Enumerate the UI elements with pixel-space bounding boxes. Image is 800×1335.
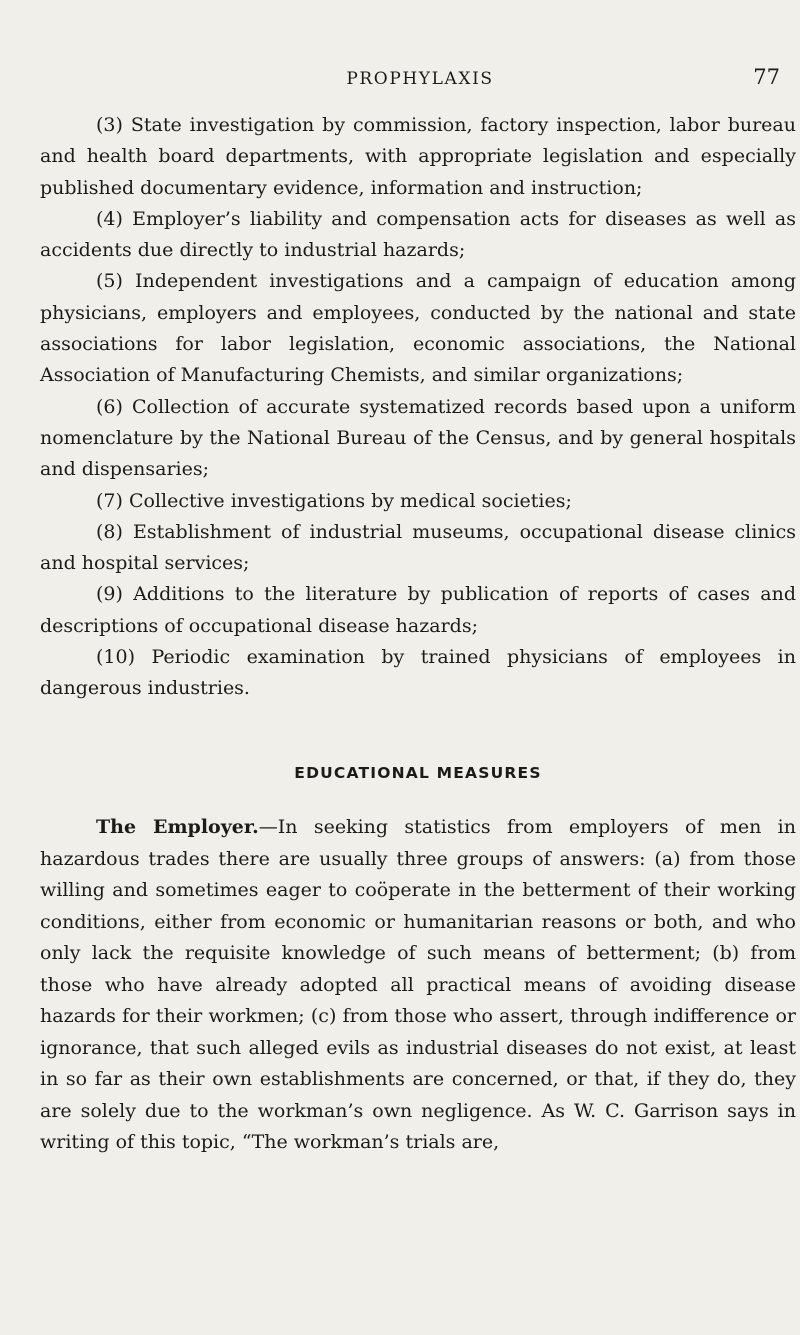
running-head — [40, 65, 800, 97]
list-item: (6) Collection of accurate systematized records based upon a uniform nomenclature by the National Bureau of the Census, and by general hospitals and dispensaries; — [40, 395, 796, 481]
list-item: (10) Periodic examination by trained physicians of employees in dangerous industries. — [40, 646, 796, 700]
section-body — [40, 812, 796, 1159]
list-item: (9) Additions to the literature by publication of reports of cases and descriptions of occupational disease hazards; — [40, 583, 796, 637]
list-item: (8) Establishment of industrial museums, occupational disease clinics and hospital services; — [40, 520, 796, 575]
list-item: (5) Independent investigations and a campaign of education among physicians, employers and employees, conducted by the national and state associations for labor legislation, economic associations, the National Association of Manufacturing Chemists, and similar organizations; — [40, 270, 796, 387]
list-item: (7) Collective investigations by medical societies; — [96, 489, 572, 512]
section-heading: EDUCATIONAL MEASURES — [294, 764, 542, 782]
list-item: (3) State investigation by commission, factory inspection, labor bureau and health board departments, with appropriate legislation and especially published documentary evidence, information and instruction; — [40, 114, 796, 199]
paragraph-text: —In seeking statistics from employers of men in hazardous trades there are usually three groups of answers: (a) from those willing and sometimes eager to coöperate in the betterment of their working conditions, either from economic or humanitarian reasons or both, and who only lack the requisite knowledge of such means of betterment; (b) from those who have already adopted all practical means of avoiding disease hazards for their workmen; (c) from those who assert, through indifference or ignorance, that such alleged evils as industrial diseases do not exist, at least in so far as their own establishments are concerned, or that, if they do, they are solely due to the workman’s own negligence. As W. C. Garrison says in writing of this topic, “The workman’s trials are, — [40, 816, 796, 1153]
list-item: (4) Employer’s liability and compensation acts for diseases as well as accidents due directly to industrial hazards; — [40, 207, 796, 262]
page-number: 77 — [753, 65, 780, 89]
body-paragraph — [40, 812, 796, 1159]
paragraph-lead: The Employer. — [96, 816, 259, 838]
prophylaxis-measures-list — [40, 110, 796, 705]
running-title: PROPHYLAXIS — [346, 69, 494, 89]
